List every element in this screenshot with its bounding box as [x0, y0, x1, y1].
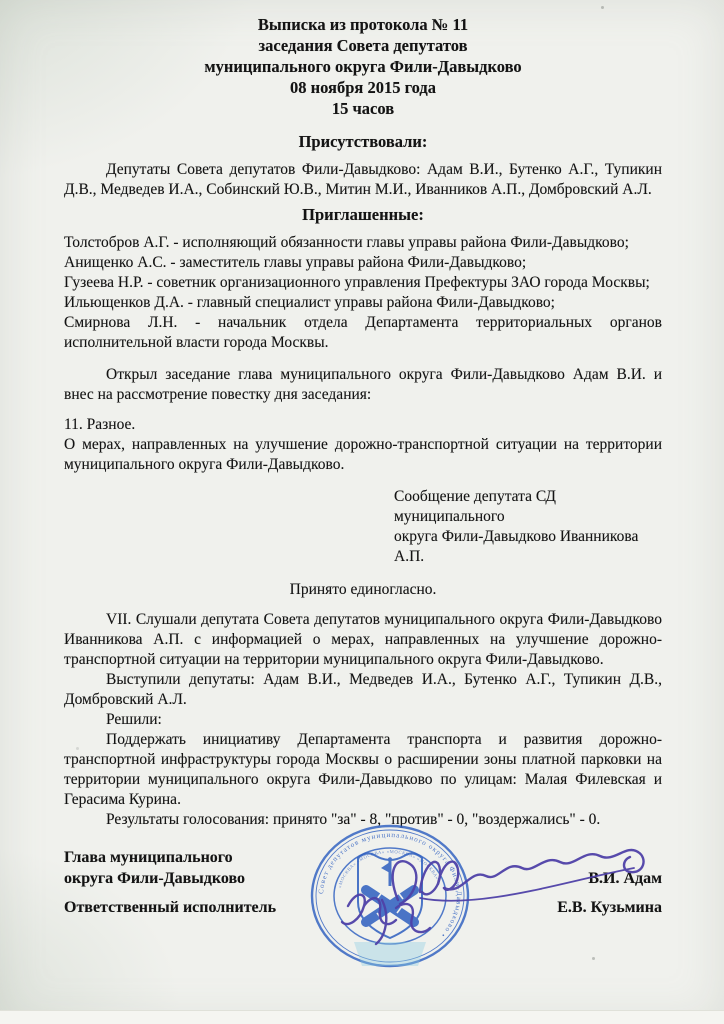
title-line: муниципального округа Фили-Давыдково [204, 57, 522, 76]
head-signature-row [64, 847, 662, 889]
executor-title: Ответственный исполнитель [64, 899, 277, 916]
scan-speck [592, 957, 595, 960]
item-vii-paragraph: VII. Слушали депутата Совета депутатов муниципального округа Фили-Давыдково Иванникова А.П. с информацией о мерах, направленных на улучшение дорожно-транспортной ситуации на территории муниципального округа Фили-Давыдково. [64, 611, 662, 668]
invited-heading: Приглашенные: [302, 205, 424, 224]
opening-paragraph: Открыл заседание глава муниципального округа Фили-Давыдково Адам В.И. и внес на рассмотрение повестку дня заседания: [64, 366, 662, 403]
signature-block [64, 847, 662, 918]
title-line: заседания Совета депутатов [258, 36, 468, 55]
scan-speck [76, 747, 79, 750]
head-title-line: округа Фили-Давыдково [64, 870, 246, 887]
agenda-text: О мерах, направленных на улучшение дорожно-транспортной ситуации на территории муниципального округа Фили-Давыдково. [64, 436, 662, 473]
report-attribution [394, 487, 662, 567]
decided-heading: Решили: [106, 711, 162, 728]
present-heading: Присутствовали: [298, 132, 428, 151]
scanner-edge-strip [0, 1010, 724, 1024]
invited-item: Анищенко А.С. - заместитель главы управы района Фили-Давыдково; [64, 254, 527, 271]
document-title [64, 14, 662, 119]
executor-name: Е.В. Кузьмина [557, 899, 662, 916]
attribution-line: Сообщение депутата СД муниципального [394, 488, 556, 525]
scan-speck [601, 6, 604, 9]
title-line: 08 ноября 2015 года [289, 78, 437, 97]
voting-results: Результаты голосования: принято "за" - 8, "против" - 0, "воздержались" - 0. [106, 811, 601, 828]
invited-item: Толстобров А.Г. - исполняющий обязанности главы управы района Фили-Давыдково; [64, 234, 629, 251]
title-line: 15 часов [331, 99, 395, 118]
speakers-paragraph: Выступили депутаты: Адам В.И., Медведев И.А., Бутенко А.Г., Тупикин Д.В., Домбровский А.Л. [64, 671, 662, 708]
document-body [64, 14, 662, 918]
executor-signature-row [64, 897, 662, 918]
stamp-inner-ring-text: «МОСКВА» «МОСКВА» «МОСКВА» «МОСКВА» [336, 848, 441, 889]
decision-paragraph: Поддержать инициативу Департамента транспорта и развития дорожно-транспортной инфраструктуры города Москвы о расширении зоны платной парковки на территории муниципального округа Фили-Давыдково по улицам: Малая Филевская и Герасима Курина. [64, 731, 662, 808]
invited-item: Ильющенков Д.А. - главный специалист управы района Фили-Давыдково; [64, 294, 555, 311]
present-paragraph: Депутаты Совета депутатов Фили-Давыдково: Адам В.И., Бутенко А.Г., Тупикин Д.В., Медведев И.А., Собинский Ю.В., Митин М.И., Иванников А.П., Домбровский А.Л. [64, 161, 662, 198]
head-title-line: Глава муниципального [64, 849, 233, 866]
head-title [64, 847, 245, 889]
stamp-ring-text: Совет депутатов муниципального округа Фили-Давыдково • [316, 830, 464, 940]
stamp-highlight-band [354, 942, 426, 966]
title-line: Выписка из протокола № 11 [257, 15, 469, 34]
attribution-line: округа Фили-Давыдково Иванникова А.П. [394, 528, 639, 565]
invited-list [64, 233, 662, 353]
head-name: В.И. Адам [588, 870, 662, 887]
agenda-number: 11. Разное. [64, 416, 136, 433]
invited-item: Смирнова Л.Н. - начальник отдела Департамента территориальных органов исполнительной власти города Москвы. [64, 314, 662, 351]
invited-item: Гузеева Н.Р. - советник организационного управления Префектуры ЗАО города Москвы; [64, 274, 650, 291]
adopted-line: Принято единогласно. [289, 581, 437, 598]
